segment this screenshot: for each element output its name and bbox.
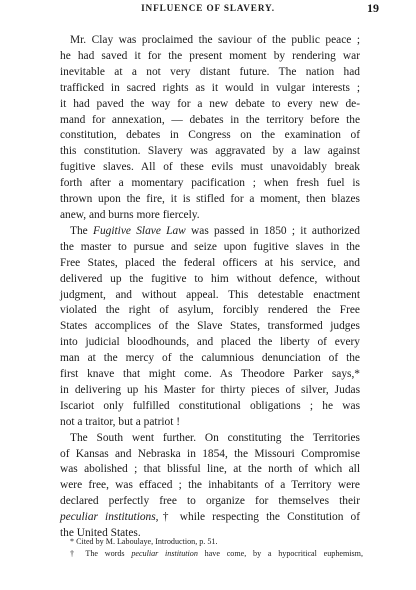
text-line: it had paved the way for a new debate to every new de-: [60, 97, 360, 110]
text-line: violated the right of asylum, forcibly rendered the Free: [60, 304, 360, 317]
text-line: thrown upon the fire, it is stifled for a moment, then blazes: [60, 193, 360, 206]
text-line: forth after a momentary pacification ; when fresh fuel is: [60, 177, 360, 190]
text-line-italic-lead: The Fugitive Slave Law was passed in 1850 ; it authorized: [70, 224, 360, 237]
text-line: was abolished ; that blissful line, at the north of which all: [60, 463, 360, 476]
text-line: constitution, debates in Congress on the examination of: [60, 129, 360, 142]
text-line-italic-lead: peculiar institutions,† while respecting the Constitution of: [60, 511, 360, 524]
text-line: of Kansas and Nebraska in 1854, the Missouri Compromise: [60, 447, 360, 460]
text-line: mand for annexation, — debates in the territory before the: [60, 113, 360, 126]
body-text: [60, 33, 360, 542]
paragraph-3: [60, 431, 360, 542]
text-line: first knave that might come. As Theodore Parker says,*: [60, 368, 360, 381]
text-line: in delivering up his Master for thirty pieces of silver, Judas: [60, 383, 360, 396]
text-line: into judicial bloodhounds, and placed the liberty of every: [60, 336, 360, 349]
text-line: Mr. Clay was proclaimed the saviour of the public peace ;: [70, 34, 360, 46]
text-line: declared perfectly free to organize for themselves their: [60, 495, 360, 508]
text-line: not a traitor, but a patriot !: [60, 415, 181, 428]
text-line: were free, was effaced ; the inhabitants of a Territory were: [60, 479, 360, 492]
running-header: INFLUENCE OF SLAVERY.: [141, 3, 275, 13]
text-line: this constitution. Slavery was aggravated by a law against: [60, 145, 360, 158]
text-line: trafficked in sacred rights as it would in vulgar interests ;: [60, 81, 360, 94]
text-line: the master to pursue and seize upon fugitive slaves in the: [60, 240, 360, 253]
paragraph-2: [60, 224, 360, 431]
text-line: anew, and burns more fiercely.: [60, 208, 200, 221]
footnote: * Cited by M. Laboulaye, Introduction, p. 51.: [70, 537, 218, 546]
text-line: delivered up the fugitive to him without defence, without: [60, 272, 360, 285]
text-line: inevitable at a not very distant future. The nation had: [60, 65, 360, 78]
text-line: he had saved it for the present moment by rendering war: [60, 49, 360, 62]
footnote: † The words peculiar institution have come, by a hypocritical euphemism,: [70, 549, 363, 558]
text-line: judgment, and without appeal. This detestable enactment: [60, 288, 360, 301]
text-line: Free States, placed the federal officers at his service, and: [60, 256, 360, 269]
paragraph-1: [60, 33, 360, 224]
text-line: Iscariot only fulfilled constitutional obligations ; he was: [60, 399, 360, 412]
page-number: 19: [367, 1, 379, 15]
text-line: States accomplices of the Slave States, transformed judges: [60, 320, 360, 333]
text-line: man at the mercy of the calumnious denunciation of the: [60, 352, 360, 365]
text-line: The South went further. On constituting the Territories: [70, 431, 360, 444]
text-line: the United States.: [60, 527, 141, 540]
footnotes: [60, 536, 363, 560]
text-line: fugitive slaves. All of these evils must unavoidably break: [60, 161, 360, 174]
